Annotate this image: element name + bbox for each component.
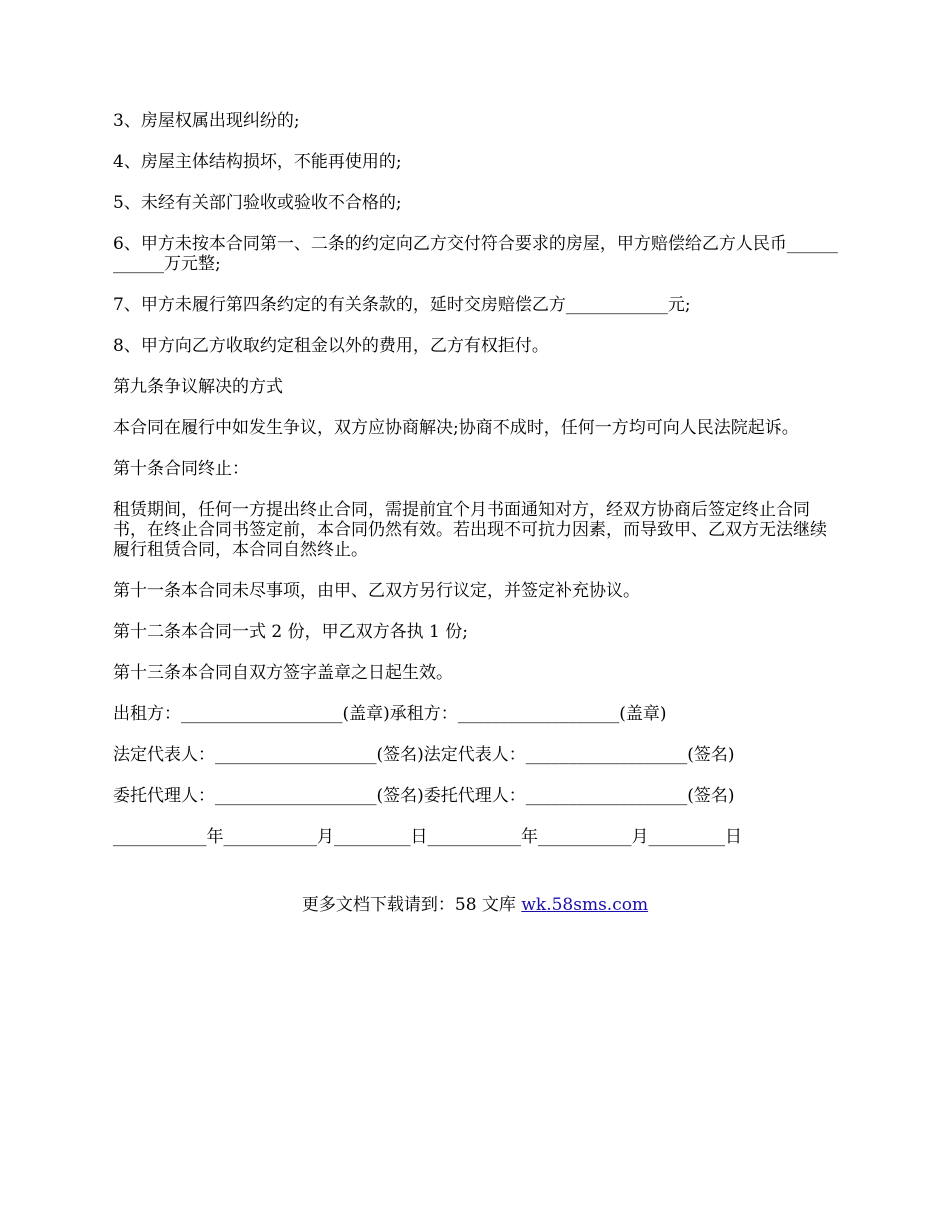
clause-6-delivery-compensation: 6、甲方未按本合同第一、二条的约定向乙方交付符合要求的房屋，甲方赔偿给乙方人民币____________万元整;	[113, 234, 838, 274]
article-11: 第十一条本合同未尽事项，由甲、乙双方另行议定，并签定补充协议。	[113, 581, 640, 601]
article-9-heading: 第九条争议解决的方式	[113, 377, 283, 397]
clause-5-inspection-failed: 5、未经有关部门验收或验收不合格的;	[113, 193, 402, 213]
article-10-text: 租赁期间，任何一方提出终止合同，需提前宜个月书面通知对方，经双方协商后签定终止合同书，在终止合同书签定前，本合同仍然有效。若出现不可抗力因素，而导致甲、乙双方无法继续履行租赁合同，本合同自然终止。	[113, 500, 827, 560]
footer-link[interactable]: wk.58sms.com	[521, 895, 649, 915]
clause-3-property-dispute: 3、房屋权属出现纠纷的;	[113, 111, 300, 131]
article-13: 第十三条本合同自双方签字盖章之日起生效。	[113, 663, 453, 683]
article-9-text: 本合同在履行中如发生争议，双方应协商解决;协商不成时，任何一方均可向人民法院起诉。	[113, 418, 799, 438]
clause-7-late-delivery: 7、甲方未履行第四条约定的有关条款的，延时交房赔偿乙方____________元;	[113, 295, 691, 315]
signature-date-line: ___________年___________月_________日___________年___________月_________日	[113, 827, 742, 847]
article-12: 第十二条本合同一式 2 份，甲乙双方各执 1 份;	[113, 622, 468, 642]
article-10-heading: 第十条合同终止：	[113, 459, 249, 479]
clause-8-extra-fees: 8、甲方向乙方收取约定租金以外的费用，乙方有权拒付。	[113, 336, 549, 356]
download-footer	[0, 894, 950, 916]
clause-4-structure-damage: 4、房屋主体结构损坏，不能再使用的;	[113, 152, 402, 172]
signature-authorized-agent: 委托代理人：___________________(签名)委托代理人：___________________(签名)	[113, 786, 735, 806]
footer-text: 更多文档下载请到：58 文库	[301, 895, 522, 915]
signature-lessor-lessee: 出租方：___________________(盖章)承租方：___________________(盖章)	[113, 704, 667, 724]
document-body	[113, 111, 838, 868]
signature-legal-representative: 法定代表人：___________________(签名)法定代表人：___________________(签名)	[113, 745, 735, 765]
